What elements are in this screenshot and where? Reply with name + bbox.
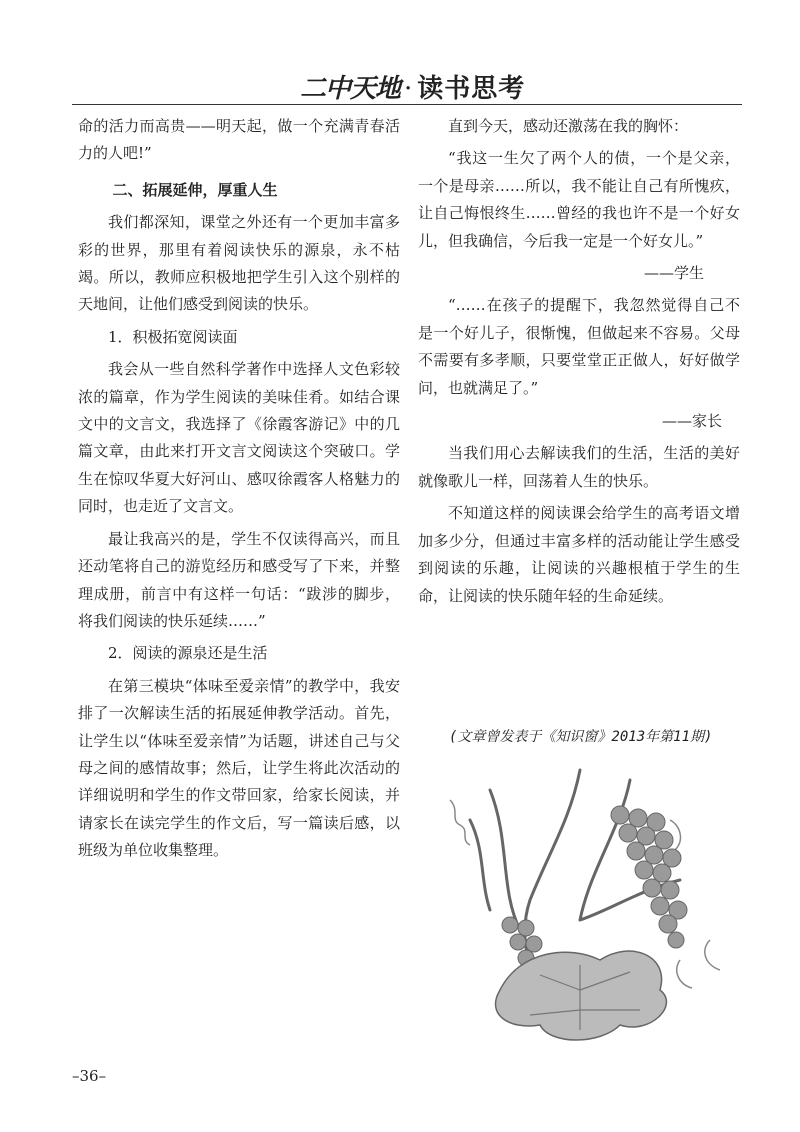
quote-attribution: ——学生 (643, 264, 704, 283)
quote-attribution: ——家长 (661, 412, 722, 431)
paragraph: 直到今天，感动还激荡在我的胸怀： (448, 117, 689, 135)
subsection-heading: 1．积极拓宽阅读面 (108, 327, 238, 346)
right-column (418, 113, 740, 615)
header-separator: · (404, 74, 414, 104)
subsection-heading: 2．阅读的源泉还是生活 (108, 644, 268, 663)
source-note: (文章曾发表于《知识窗》2013年第11期) (449, 729, 713, 745)
grape-vine-illustration (430, 760, 750, 1050)
section-heading: 二、拓展延伸，厚重人生 (112, 180, 278, 199)
page-number: –36– (72, 1067, 107, 1085)
section-title: 读书思考 (417, 74, 526, 104)
quote: “我这一生欠了两个人的债，一个是父亲，一个是母亲……所以，我不能让自己有所愧疚，让自己悔恨终生……曾经的我也许不是一个好女儿，但我确信，今后我一定是一个好女儿。” (418, 149, 740, 250)
header-rule (72, 104, 742, 105)
quote: “……在孩子的提醒下，我忽然觉得自己不是一个好儿子，很惭愧，但做起来不容易。父母不需要有多孝顺，只要堂堂正正做人，好好做学问，也就满足了。” (418, 296, 740, 397)
paragraph: 当我们用心去解读我们的生活，生活的美好就像歌儿一样，回荡着人生的快乐。 (418, 444, 740, 490)
paragraph: 不知道这样的阅读课会给学生的高考语文增加多少分，但通过丰富多样的活动能让学生感受到阅读的乐趣，让阅读的兴趣根植于学生的生命，让阅读的快乐随年轻的生命延续。 (418, 504, 740, 605)
paragraph: 命的活力而高贵——明天起，做一个充满青春活力的人吧!” (78, 117, 400, 163)
magazine-brand: 二中天地 (300, 74, 401, 104)
paragraph: 我会从一些自然科学著作中选择人文色彩较浓的篇章，作为学生阅读的美味佳肴。如结合课文中的文言文，我选择了《徐霞客游记》中的几篇文章，由此来打开文言文阅读这个突破口。学生在惊叹华夏大好河山、感叹徐霞客人格魅力的同时，也走近了文言文。 (78, 360, 400, 516)
paragraph: 最让我高兴的是，学生不仅读得高兴，而且还动笔将自己的游览经历和感受写了下来，并整理成册，前言中有这样一句话：“跋涉的脚步，将我们阅读的快乐延续……” (78, 529, 400, 630)
paragraph: 我们都深知，课堂之外还有一个更加丰富多彩的世界，那里有着阅读快乐的源泉，永不枯竭。所以，教师应积极地把学生引入这个别样的天地间，让他们感受到阅读的快乐。 (78, 213, 400, 314)
paragraph: 在第三模块“体味至爱亲情”的教学中，我安排了一次解读生活的拓展延伸教学活动。首先，让学生以“体味至爱亲情”为话题，讲述自己与父母之间的感情故事；然后，让学生将此次活动的详细说明和学生的作文带回家，给家长阅读，并请家长在读完学生的作文后，写一篇读后感，以班级为单位收集整理。 (78, 676, 400, 860)
left-column (78, 113, 400, 870)
page-header (300, 68, 525, 105)
